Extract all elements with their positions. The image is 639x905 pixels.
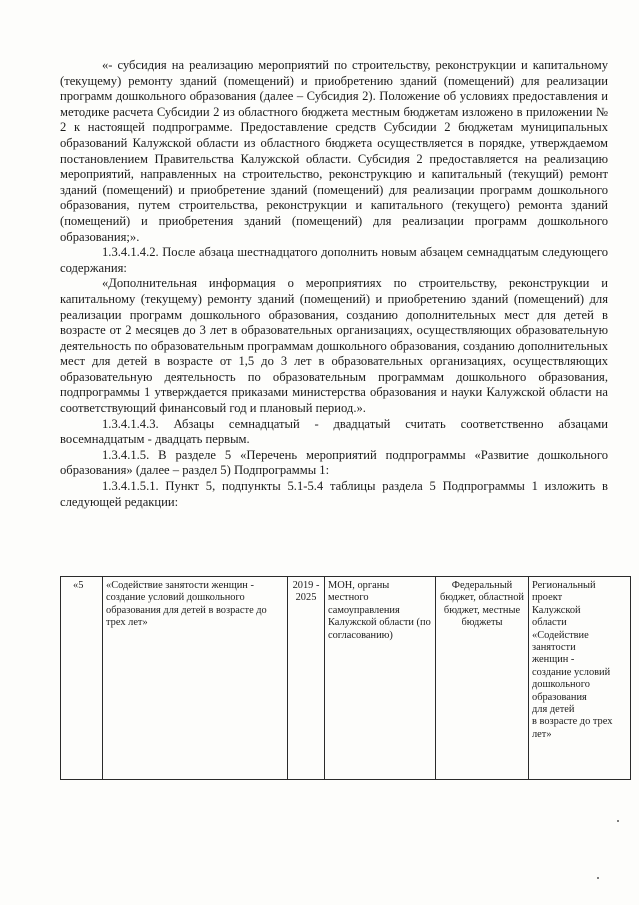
paragraph-1-3-4-1-5-1: 1.3.4.1.5.1. Пункт 5, подпункты 5.1-5.4 таблицы раздела 5 Подпрограммы 1 изложить в следующей редакции: <box>60 479 608 509</box>
measures-table <box>60 576 631 780</box>
document-body <box>60 58 608 510</box>
scan-speck <box>617 820 619 822</box>
table-cell-years: 2019 - 2025 <box>288 577 325 780</box>
paragraph-1-3-4-1-4-2: 1.3.4.1.4.2. После абзаца шестнадцатого дополнить новым абзацем семнадцатым следующего содержания: <box>60 245 608 275</box>
paragraph-1-3-4-1-5: 1.3.4.1.5. В разделе 5 «Перечень мероприятий подпрограммы «Развитие дошкольного образования» (далее – раздел 5) Подпрограммы 1: <box>60 447 608 478</box>
table-cell-funding-sources: Федеральный бюджет, областной бюджет, местные бюджеты <box>436 577 529 780</box>
table-row <box>61 577 631 780</box>
table-cell-measure-name: «Содействие занятости женщин - создание условий дошкольного образования для детей в возрасте до трех лет» <box>103 577 288 780</box>
table-cell-regional-project: Региональный проект Калужской области «Содействие занятости женщин - создание условий дошкольного образования для детей в возрасте до трех лет» <box>529 577 631 780</box>
table-cell-number: «5 <box>61 577 103 780</box>
scan-speck <box>597 877 599 879</box>
paragraph-subsidy-2: «- субсидия на реализацию мероприятий по строительству, реконструкции и капитальному (текущему) ремонту зданий (помещений) и приобретению зданий (помещений) для реализации программ дошкольного образования (далее – Субсидия 2). Положение об условиях предоставления и методике расчета Субсидии 2 из областного бюджета местным бюджетам изложено в приложении № 2 к настоящей подпрограмме. Предоставление средств Субсидии 2 бюджетам муниципальных образований Калужской области из областного бюджета осуществляется в порядке, утверждаемом постановлением Правительства Калужской области. Субсидия 2 предоставляется на реализацию мероприятий, направленных на строительство, реконструкцию и капитальный (текущий) ремонт зданий (помещений) и приобретение зданий (помещений) для реализации программ дошкольного образования, путем строительства, реконструкции и капитального (текущего) ремонта зданий (помещений) и приобретения зданий (помещений) для реализации программ дошкольного образования;». <box>60 58 608 244</box>
paragraph-1-3-4-1-4-3: 1.3.4.1.4.3. Абзацы семнадцатый - двадцатый считать соответственно абзацами восемнадцатым - двадцать первым. <box>60 416 608 447</box>
paragraph-additional-info: «Дополнительная информация о мероприятиях по строительству, реконструкции и капитальному (текущему) ремонту зданий (помещений) и приобретению зданий (помещений) для реализации программ дошкольного образования, созданию дополнительных мест для детей в возрасте от 2 месяцев до 3 лет в образовательных организациях, осуществляющих образовательную деятельность по образовательным программам дошкольного образования, созданию дополнительных мест для детей в возрасте от 1,5 до 3 лет в образовательных организациях, осуществляющих образовательную деятельность по образовательным программам дошкольного образования, подпрограммы 1 утверждается приказами министерства образования и науки Калужской области на соответствующий финансовый год и плановый период.». <box>60 276 608 416</box>
table-cell-executor: МОН, органы местного самоуправления Калужской области (по согласованию) <box>325 577 436 780</box>
